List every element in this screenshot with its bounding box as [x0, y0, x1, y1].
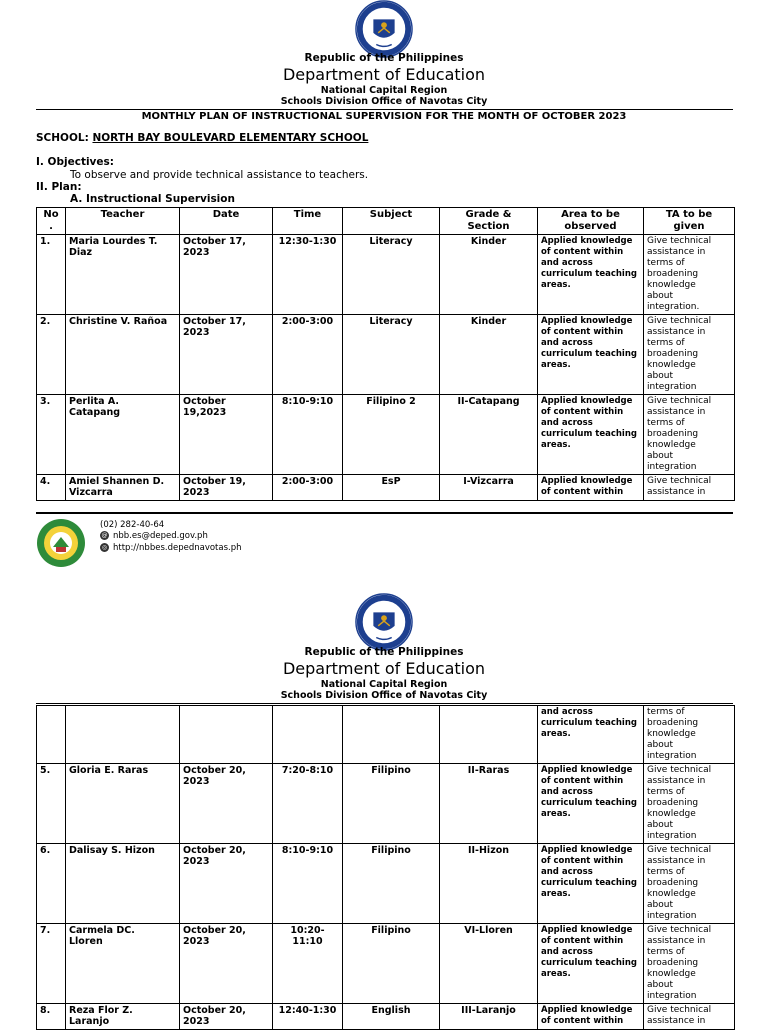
cell-time: 8:10-9:10 [273, 844, 343, 924]
objectives-heading: I. Objectives: [36, 156, 114, 168]
school-line [36, 132, 368, 144]
school-logo-icon [36, 518, 86, 568]
cell-ta: terms of broadening knowledge about integration [644, 706, 735, 764]
table-row [37, 235, 735, 315]
cell-no: 8. [37, 1004, 66, 1030]
header-region: National Capital Region [320, 679, 448, 690]
header-division: Schools Division Office of Navotas City [280, 690, 488, 701]
cell-time: 8:10-9:10 [273, 395, 343, 475]
cell-date: October 20, 2023 [180, 924, 273, 1004]
plan-title: MONTHLY PLAN OF INSTRUCTIONAL SUPERVISION FOR THE MONTH OF OCTOBER 2023 [141, 111, 627, 122]
footer-divider [36, 512, 733, 514]
cell-area: Applied knowledge of content within and across curriculum teaching areas. [538, 764, 644, 844]
cell-subject: Filipino [343, 844, 440, 924]
plan-heading: II. Plan: [36, 181, 82, 193]
cell-date: October 17, 2023 [180, 235, 273, 315]
cell-ta: Give technical assistance in terms of broadening knowledge about integration [644, 395, 735, 475]
footer-website: ◎ http://nbbes.depednavotas.ph [101, 543, 242, 553]
col-ta: TA to be given [644, 208, 735, 235]
deped-seal-icon [355, 0, 413, 58]
table-row [37, 395, 735, 475]
cell-no: 5. [37, 764, 66, 844]
cell-grade: II-Raras [440, 764, 538, 844]
cell-teacher: Carmela DC. Lloren [66, 924, 180, 1004]
footer-phone: (02) 282-40-64 [100, 520, 165, 530]
cell-grade: Kinder [440, 235, 538, 315]
cell-grade [440, 706, 538, 764]
table-row [37, 764, 735, 844]
col-no: No . [37, 208, 66, 235]
cell-time: 2:00-3:00 [273, 475, 343, 501]
cell-ta: Give technical assistance in terms of broadening knowledge about integration [644, 844, 735, 924]
cell-grade: Kinder [440, 315, 538, 395]
cell-subject: Filipino 2 [343, 395, 440, 475]
table-row [37, 844, 735, 924]
cell-no: 2. [37, 315, 66, 395]
plan-subheading: A. Instructional Supervision [70, 193, 235, 205]
cell-area: Applied knowledge of content within and across curriculum teaching areas. [538, 395, 644, 475]
cell-teacher: Gloria E. Raras [66, 764, 180, 844]
col-area: Area to be observed [538, 208, 644, 235]
table-header-row [37, 208, 735, 235]
deped-seal-icon [355, 593, 413, 651]
mail-icon: @ [101, 532, 108, 539]
school-name: NORTH BAY BOULEVARD ELEMENTARY SCHOOL [92, 132, 369, 144]
cell-ta: Give technical assistance in terms of broadening knowledge about integration. [644, 235, 735, 315]
cell-time: 10:20- 11:10 [273, 924, 343, 1004]
cell-no: 3. [37, 395, 66, 475]
table-row [37, 924, 735, 1004]
header-republic: Republic of the Philippines [304, 52, 464, 64]
cell-teacher [66, 706, 180, 764]
cell-no: 6. [37, 844, 66, 924]
header-region: National Capital Region [320, 85, 448, 96]
header-republic: Republic of the Philippines [304, 646, 464, 658]
cell-time: 12:40-1:30 [273, 1004, 343, 1030]
header-divider [36, 703, 733, 704]
school-label: SCHOOL: [36, 132, 89, 144]
col-grade: Grade & Section [440, 208, 538, 235]
cell-area: and across curriculum teaching areas. [538, 706, 644, 764]
header-division: Schools Division Office of Navotas City [280, 96, 488, 107]
cell-subject [343, 706, 440, 764]
cell-date: October 20, 2023 [180, 1004, 273, 1030]
header-department: Department of Education [282, 659, 486, 678]
cell-subject: Literacy [343, 315, 440, 395]
cell-grade: II-Catapang [440, 395, 538, 475]
cell-grade: II-Hizon [440, 844, 538, 924]
col-teacher: Teacher [66, 208, 180, 235]
header-department: Department of Education [282, 65, 486, 84]
cell-date [180, 706, 273, 764]
table-row-continued [37, 706, 735, 764]
cell-ta: Give technical assistance in [644, 1004, 735, 1030]
col-subject: Subject [343, 208, 440, 235]
cell-no [37, 706, 66, 764]
cell-subject: EsP [343, 475, 440, 501]
cell-subject: Filipino [343, 764, 440, 844]
cell-time: 7:20-8:10 [273, 764, 343, 844]
globe-icon: ◎ [101, 544, 108, 551]
letterhead-footer [36, 512, 733, 572]
cell-area: Applied knowledge of content within [538, 1004, 644, 1030]
cell-subject: English [343, 1004, 440, 1030]
cell-area: Applied knowledge of content within and across curriculum teaching areas. [538, 844, 644, 924]
objectives-text: To observe and provide technical assistance to teachers. [70, 169, 369, 181]
cell-date: October 17, 2023 [180, 315, 273, 395]
cell-time: 12:30-1:30 [273, 235, 343, 315]
table-row [37, 1004, 735, 1030]
cell-time: 2:00-3:00 [273, 315, 343, 395]
cell-time [273, 706, 343, 764]
cell-area: Applied knowledge of content within and across curriculum teaching areas. [538, 924, 644, 1004]
col-date: Date [180, 208, 273, 235]
supervision-table-page1 [36, 207, 735, 501]
cell-subject: Filipino [343, 924, 440, 1004]
cell-date: October 20, 2023 [180, 764, 273, 844]
cell-teacher: Maria Lourdes T. Diaz [66, 235, 180, 315]
cell-date: October 20, 2023 [180, 844, 273, 924]
cell-teacher: Amiel Shannen D. Vizcarra [66, 475, 180, 501]
cell-grade: VI-Lloren [440, 924, 538, 1004]
header-divider [36, 109, 733, 110]
cell-area: Applied knowledge of content within and across curriculum teaching areas. [538, 235, 644, 315]
supervision-table-page2 [36, 705, 735, 1030]
cell-teacher: Perlita A. Catapang [66, 395, 180, 475]
cell-area: Applied knowledge of content within [538, 475, 644, 501]
cell-date: October 19, 2023 [180, 475, 273, 501]
cell-no: 4. [37, 475, 66, 501]
cell-grade: III-Laranjo [440, 1004, 538, 1030]
cell-date: October 19,2023 [180, 395, 273, 475]
cell-no: 1. [37, 235, 66, 315]
table-row [37, 315, 735, 395]
cell-ta: Give technical assistance in terms of broadening knowledge about integration [644, 315, 735, 395]
cell-ta: Give technical assistance in terms of broadening knowledge about integration [644, 924, 735, 1004]
col-time: Time [273, 208, 343, 235]
cell-ta: Give technical assistance in terms of broadening knowledge about integration [644, 764, 735, 844]
cell-teacher: Christine V. Rañoa [66, 315, 180, 395]
table-row [37, 475, 735, 501]
page-2 [0, 593, 768, 1027]
cell-area: Applied knowledge of content within and across curriculum teaching areas. [538, 315, 644, 395]
cell-subject: Literacy [343, 235, 440, 315]
cell-teacher: Reza Flor Z. Laranjo [66, 1004, 180, 1030]
cell-no: 7. [37, 924, 66, 1004]
cell-ta: Give technical assistance in [644, 475, 735, 501]
cell-teacher: Dalisay S. Hizon [66, 844, 180, 924]
footer-email: @ nbb.es@deped.gov.ph [101, 531, 208, 541]
cell-grade: I-Vizcarra [440, 475, 538, 501]
